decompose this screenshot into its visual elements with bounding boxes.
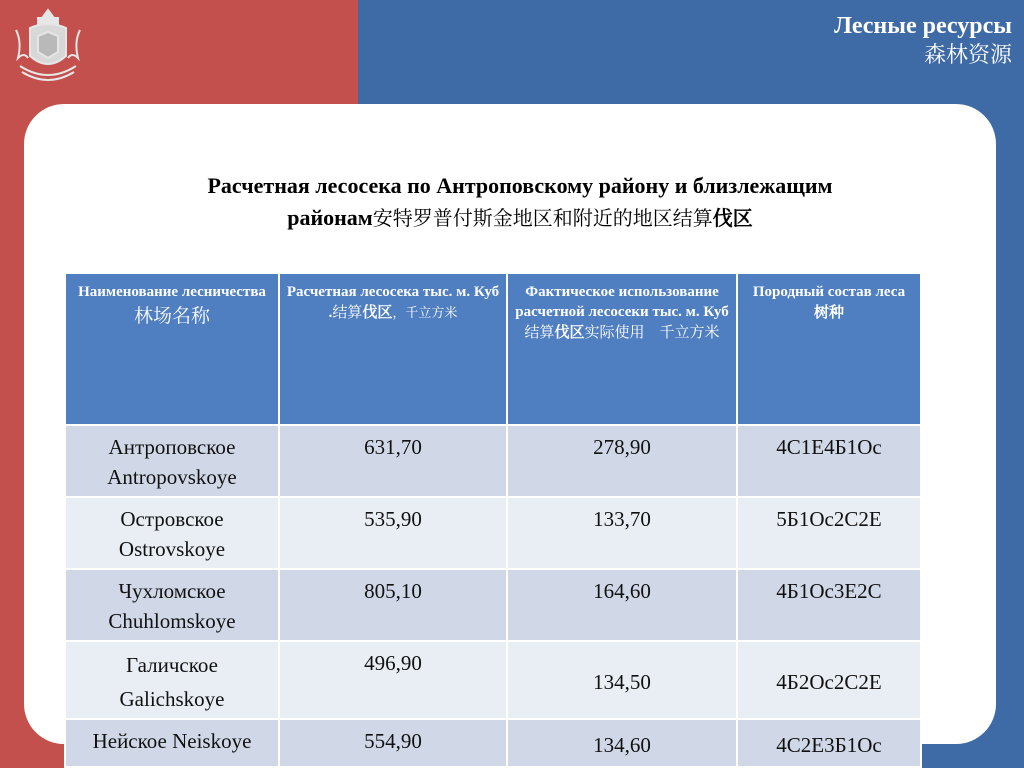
- coat-of-arms-icon: [8, 6, 88, 88]
- cell-actual-use: 164,60: [507, 569, 737, 641]
- cell-actual-use: 133,70: [507, 497, 737, 569]
- header-forestry-name-ru: Наименование лесничества: [78, 284, 266, 300]
- cell-allowable-cut: 496,90: [279, 641, 507, 719]
- forestry-name-ru: Галичское: [126, 653, 218, 677]
- cell-allowable-cut: 535,90: [279, 497, 507, 569]
- forestry-name-ru: Антроповское: [108, 435, 236, 459]
- forestry-name-en: Ostrovskoye: [118, 537, 226, 561]
- cell-species: 5Б1Ос2С2Е: [737, 497, 921, 569]
- cell-forestry-name: [65, 425, 279, 497]
- cell-actual-use: 278,90: [507, 425, 737, 497]
- header-species-composition-cn: 树种: [813, 303, 844, 321]
- forestry-name-en: Antropovskoye: [107, 465, 237, 489]
- heading-line-1: Расчетная лесосека по Антроповскому району и близлежащим: [207, 173, 833, 198]
- header-allowable-cut-cn-bold: 伐区: [362, 303, 393, 321]
- forestry-name-en: Neiskoye: [172, 729, 252, 753]
- header-species-composition-ru: Породный состав леса: [752, 284, 906, 300]
- cell-species: 4Б2Ос2С2Е: [737, 641, 921, 719]
- header-allowable-cut: [279, 273, 507, 425]
- cell-allowable-cut: 554,90: [279, 719, 507, 767]
- cell-forestry-name: [65, 497, 279, 569]
- header-allowable-cut-ru: Расчетная лесосека тыс. м. Куб: [286, 284, 500, 300]
- slide-title: [834, 12, 1012, 70]
- header-allowable-cut-cn: 结算: [332, 303, 363, 321]
- cell-actual-use: 134,60: [507, 719, 737, 767]
- heading-line-2-chinese-bold: 伐区: [712, 206, 753, 230]
- header-actual-use-cn-bold: 伐区: [554, 323, 585, 341]
- table-row: [65, 497, 921, 569]
- forestry-name-en: Galichskoye: [119, 687, 225, 711]
- forestry-name-ru: Чухломское: [118, 579, 226, 603]
- table-row: [65, 425, 921, 497]
- heading-line-2-russian: районам: [287, 205, 373, 230]
- header-species-composition: [737, 273, 921, 425]
- header-allowable-cut-prefix: .: [328, 305, 333, 321]
- cell-species: 4С1Е4Б1Ос: [737, 425, 921, 497]
- table-row: [65, 719, 921, 767]
- header-forestry-name: [65, 273, 279, 425]
- header-actual-use: [507, 273, 737, 425]
- forestry-name-en: Chuhlomskoye: [108, 609, 236, 633]
- table-row: [65, 641, 921, 719]
- forestry-name-ru: Нейское: [92, 729, 167, 753]
- forest-resources-table: [64, 272, 922, 768]
- cell-forestry-name: [65, 641, 279, 719]
- cell-allowable-cut: 805,10: [279, 569, 507, 641]
- header-forestry-name-cn: 林场名称: [133, 305, 210, 327]
- cell-species: 4С2Е3Б1Ос: [737, 719, 921, 767]
- cell-actual-use: 134,50: [507, 641, 737, 719]
- heading-line-2: [80, 202, 960, 234]
- table-header-row: [65, 273, 921, 425]
- header-allowable-cut-cn-tail: ，千立方米: [392, 306, 458, 321]
- table-row: [65, 569, 921, 641]
- header-actual-use-ru: Фактическое использование расчетной лесосеки тыс. м. Куб: [515, 284, 729, 320]
- cell-species: 4Б1Ос3Е2С: [737, 569, 921, 641]
- title-russian: Лесные ресурсы: [834, 13, 1012, 39]
- heading-line-2-chinese: 安特罗普付斯金地区和附近的地区结算: [372, 206, 713, 230]
- page-title: [80, 170, 960, 234]
- cell-forestry-name: [65, 719, 279, 767]
- cell-allowable-cut: 631,70: [279, 425, 507, 497]
- header-actual-use-cn-tail: 实际使用 千立方米: [584, 323, 720, 341]
- cell-forestry-name: [65, 569, 279, 641]
- forestry-name-ru: Островское: [120, 507, 224, 531]
- header-actual-use-cn: 结算: [524, 323, 555, 341]
- title-chinese: 森林资源: [923, 43, 1012, 68]
